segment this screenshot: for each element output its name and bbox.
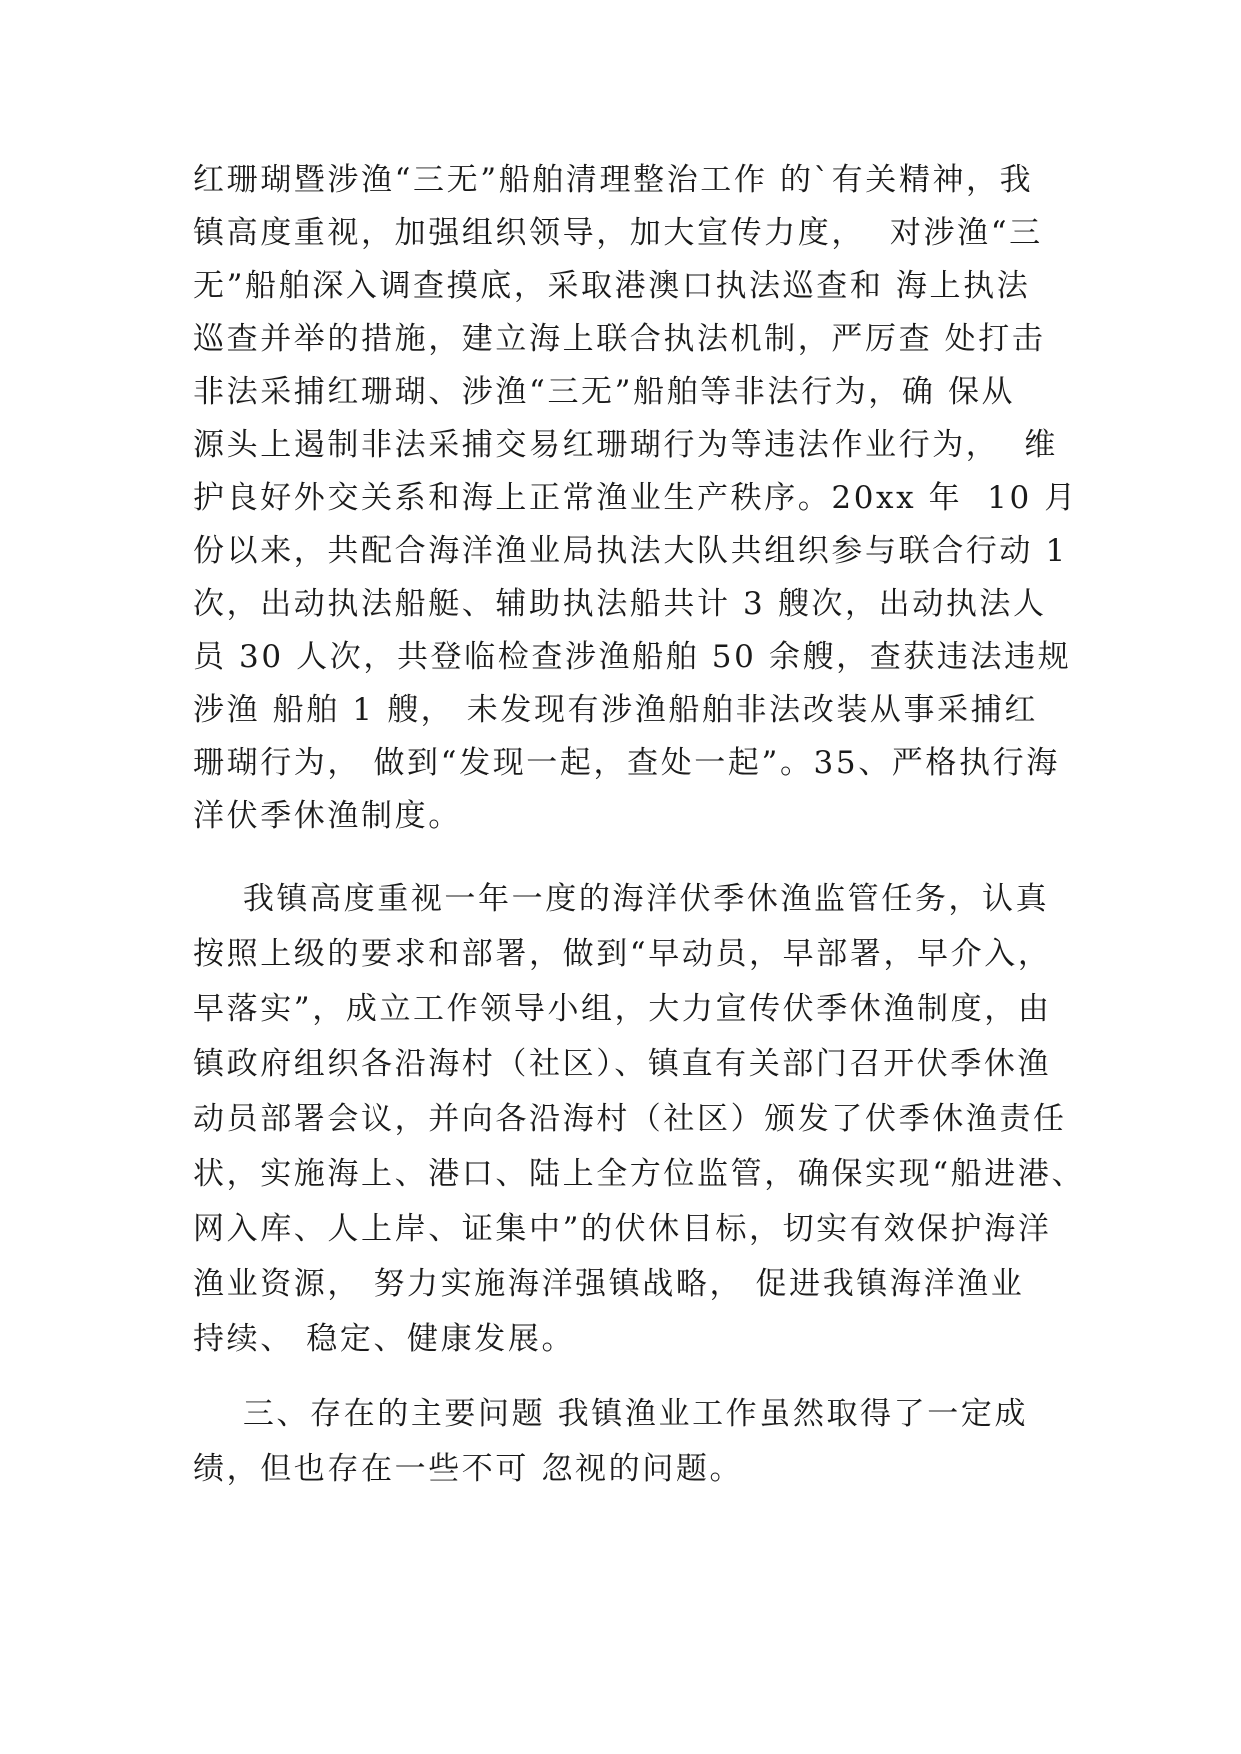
text-line: 绩，但也存在一些不可 忽视的问题。 <box>193 1451 744 1487</box>
text-line: 洋伏季休渔制度。 <box>193 798 462 834</box>
text-line: 无”船舶深入调查摸底，采取港澳口执法巡查和 海上执法 <box>193 268 1031 304</box>
text-line: 次，出动执法船艇、辅助执法船共计 3 艘次，出动执法人 <box>193 586 1047 622</box>
text-line: 三、存在的主要问题 我镇渔业工作虽然取得了一定成 <box>193 1396 1029 1432</box>
text-line: 状，实施海上、港口、陆上全方位监管，确保实现“船进港、 <box>193 1156 1086 1192</box>
text-line: 珊瑚行为， 做到“发现一起，查处一起”。35、严格执行海 <box>193 745 1060 781</box>
text-line: 我镇高度重视一年一度的海洋伏季休渔监管任务，认真 <box>193 881 1050 917</box>
text-line: 镇政府组织各沿海村（社区）、镇直有关部门召开伏季休渔 <box>193 1046 1052 1082</box>
text-line: 网入库、人上岸、证集中”的伏休目标，切实有效保护海洋 <box>193 1211 1052 1247</box>
text-line: 红珊瑚暨涉渔“三无”船舶清理整治工作 的`有关精神，我 <box>193 162 1034 198</box>
text-line: 份以来，共配合海洋渔业局执法大队共组织参与联合行动 1 <box>193 533 1068 569</box>
text-line: 按照上级的要求和部署，做到“早动员，早部署，早介入， <box>193 936 1052 972</box>
text-line: 源头上遏制非法采捕交易红珊瑚行为等违法作业行为， 维 <box>193 427 1058 463</box>
text-line: 早落实”，成立工作领导小组，大力宣传伏季休渔制度，由 <box>193 991 1052 1027</box>
text-line: 护良好外交关系和海上正常渔业生产秩序。20xx 年 10 月 <box>193 480 1078 516</box>
text-line: 渔业资源， 努力实施海洋强镇战略， 促进我镇海洋渔业 <box>193 1266 1025 1302</box>
text-line: 涉渔 船舶 1 艘， 未发现有涉渔船舶非法改装从事采捕红 <box>193 692 1038 728</box>
text-line: 员 30 人次，共登临检查涉渔船舶 50 余艘，查获违法违规 <box>193 639 1072 675</box>
text-line: 非法采捕红珊瑚、涉渔“三无”船舶等非法行为，确 保从 <box>193 374 1016 410</box>
text-line: 动员部署会议，并向各沿海村（社区）颁发了伏季休渔责任 <box>193 1101 1067 1137</box>
text-line: 巡查并举的措施，建立海上联合执法机制，严厉查 处打击 <box>193 321 1046 357</box>
text-line: 镇高度重视，加强组织领导，加大宣传力度， 对涉渔“三 <box>193 215 1043 251</box>
text-line: 持续、 稳定、健康发展。 <box>193 1321 576 1357</box>
